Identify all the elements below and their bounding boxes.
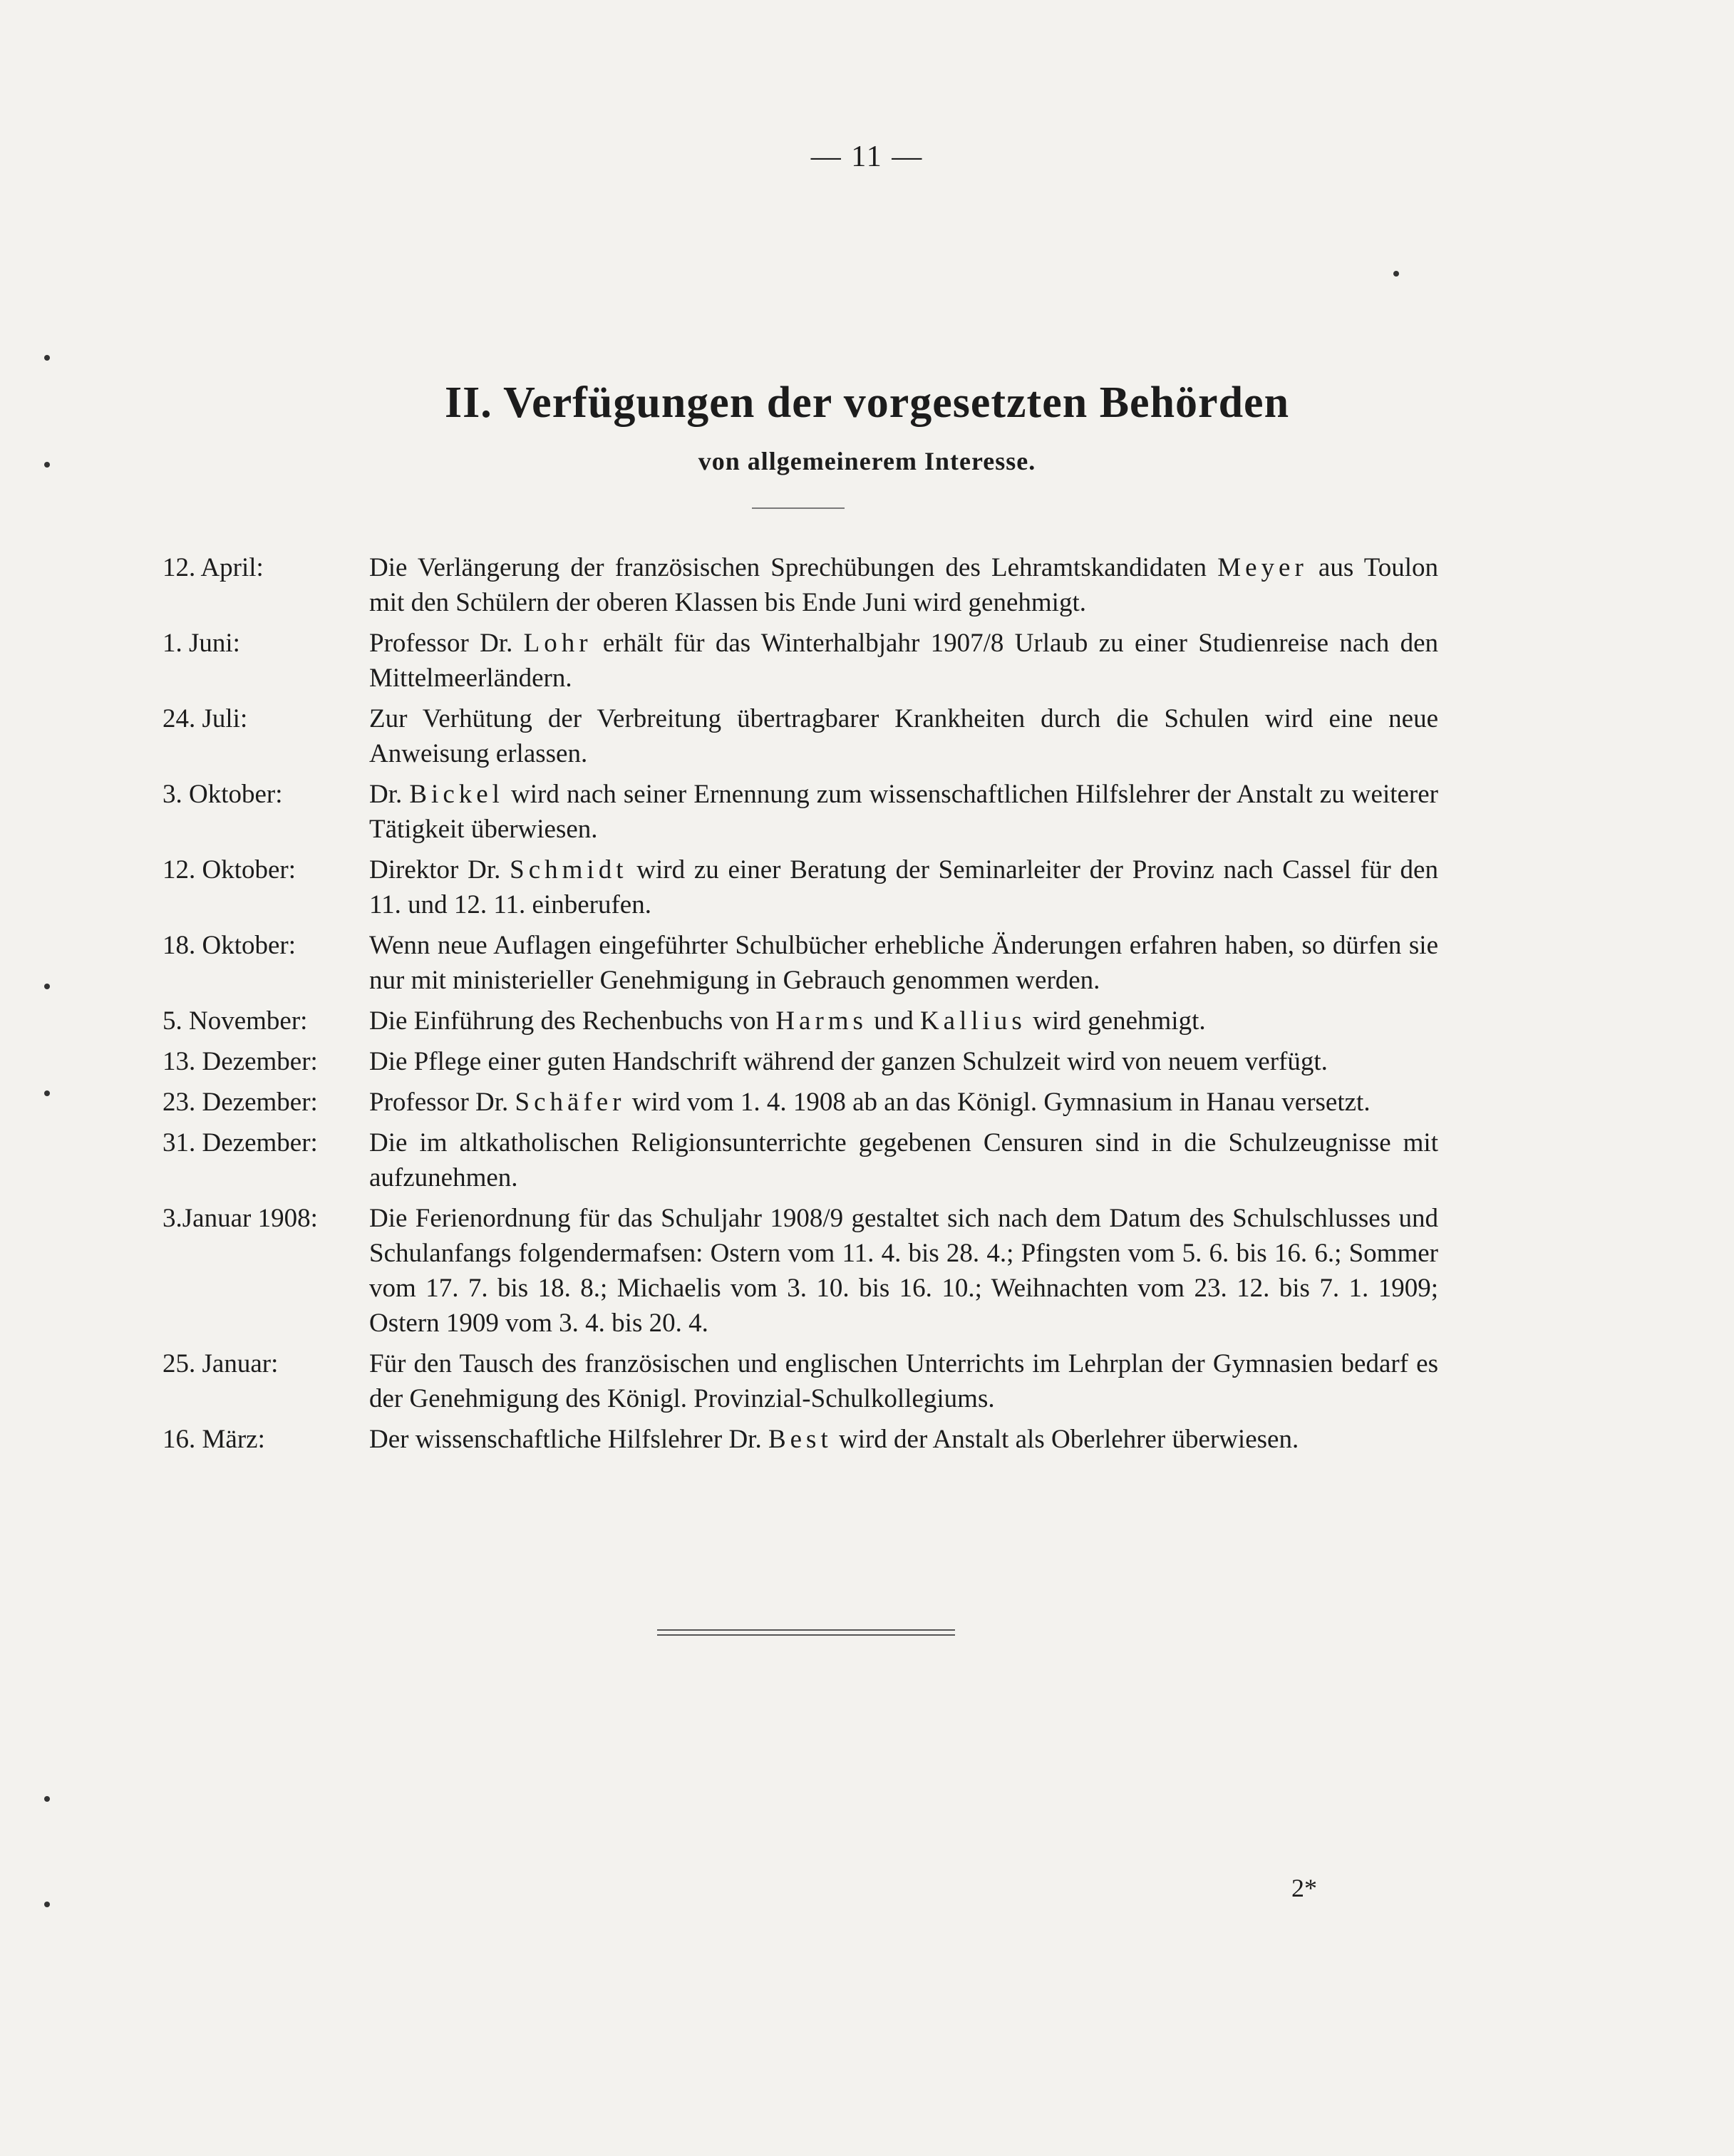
- double-rule: [657, 1629, 955, 1636]
- decree-text: [369, 1346, 1438, 1416]
- decree-entry: [162, 1044, 1445, 1079]
- decree-text: [369, 701, 1438, 771]
- decree-date: 3. Oktober:: [162, 780, 283, 809]
- decree-entry: [162, 1422, 1445, 1457]
- section-title: II. Verfügungen der vorgesetzten Behörden: [444, 378, 1290, 427]
- decree-date: 18. Oktober:: [162, 931, 296, 960]
- decree-date: 3.Januar 1908:: [162, 1204, 318, 1233]
- decree-text-run: Die Verlängerung der französischen Sprechübungen des Lehramtskandidaten: [369, 553, 1218, 582]
- decree-text: [369, 1085, 1438, 1120]
- signature-mark: 2*: [1291, 1874, 1317, 1902]
- decree-text-run: wird vom 1. 4. 1908 ab an das Königl. Gymnasium in Hanau versetzt.: [625, 1088, 1371, 1117]
- decree-text-run: wird genehmigt.: [1026, 1006, 1206, 1036]
- margin-speck: [44, 984, 50, 989]
- decree-date: 24. Juli:: [162, 704, 248, 733]
- decree-date: 5. November:: [162, 1006, 308, 1036]
- page-number: — 11 —: [810, 140, 924, 173]
- decree-text-run: Zur Verhütung der Verbreitung übertragbarer Krankheiten durch die Schulen wird eine neue Anweisung erlassen.: [369, 704, 1438, 768]
- decree-date: 25. Januar:: [162, 1349, 279, 1378]
- decree-entry: [162, 701, 1445, 771]
- decree-date: 12. Oktober:: [162, 855, 296, 884]
- decree-date: 12. April:: [162, 553, 264, 582]
- decree-text-run: Die im altkatholischen Religionsunterrichte gegebenen Censuren sind in die Schulzeugnisse mit aufzunehmen.: [369, 1128, 1438, 1192]
- decree-date: 1. Juni:: [162, 629, 240, 658]
- margin-speck: [44, 462, 50, 468]
- decree-text-run: erhält für das Winterhalbjahr 1907/8 Urlaub zu einer Studienreise nach den Mittelmeerländern.: [369, 629, 1438, 693]
- spaced-name: Best: [768, 1425, 832, 1454]
- decree-text-run: Für den Tausch des französischen und englischen Unterrichts im Lehrplan der Gymnasien bedarf es der Genehmigung des Königl. Provinzial-Schulkollegiums.: [369, 1349, 1438, 1413]
- spaced-name: Schmidt: [510, 855, 628, 884]
- decree-text-run: Die Einführung des Rechenbuchs von: [369, 1006, 776, 1036]
- decree-text: [369, 1201, 1438, 1341]
- spaced-name: Bickel: [409, 780, 504, 809]
- decree-text: [369, 1125, 1438, 1195]
- decree-entry: [162, 1346, 1445, 1416]
- decree-entry: [162, 1125, 1445, 1195]
- decree-text-run: Professor Dr.: [369, 629, 524, 658]
- spaced-name: Schäfer: [515, 1088, 626, 1117]
- section-subtitle: von allgemeinerem Interesse.: [698, 447, 1036, 475]
- decree-entry: [162, 928, 1445, 998]
- decree-text-run: Die Pflege einer guten Handschrift während der ganzen Schulzeit wird von neuem verfügt.: [369, 1047, 1328, 1076]
- decree-text-run: Wenn neue Auflagen eingeführter Schulbücher erhebliche Änderungen erfahren haben, so dürfen sie nur mit ministerieller Genehmigung in Gebrauch genommen werden.: [369, 931, 1438, 995]
- margin-speck: [44, 355, 50, 361]
- spaced-name: Meyer: [1217, 553, 1308, 582]
- decree-entry: [162, 777, 1445, 847]
- decree-entry: [162, 550, 1445, 620]
- spaced-name: Kallius: [919, 1006, 1026, 1036]
- decree-entry: [162, 1201, 1445, 1341]
- decree-text-run: Die Ferienordnung für das Schuljahr 1908/9 gestaltet sich nach dem Datum des Schulschlusses und Schulanfangs folgendermafsen: Ostern vom 11. 4. bis 28. 4.; Pfingsten vom 5. 6. bis 16. 6.; Sommer vom 17. 7. bis 18. 8.; Michaelis vom 3. 10. bis 16. 10.; Weihnachten vom 23. 12. bis 7. 1. 1909; Ostern 1909 vom 3. 4. bis 20. 4.: [369, 1204, 1438, 1338]
- decree-text: [369, 1422, 1438, 1457]
- spaced-name: Harms: [775, 1006, 867, 1036]
- decree-entry: [162, 1004, 1445, 1038]
- decree-date: 16. März:: [162, 1425, 265, 1454]
- decree-text: [369, 550, 1438, 620]
- decree-text-run: Dr.: [369, 780, 410, 809]
- spaced-name: Lohr: [523, 629, 592, 658]
- decree-text: [369, 626, 1438, 696]
- decree-text: [369, 852, 1438, 922]
- decree-entry: [162, 1085, 1445, 1120]
- decree-text-run: Der wissenschaftliche Hilfslehrer Dr.: [369, 1425, 768, 1454]
- margin-speck: [44, 1902, 50, 1907]
- decree-entry: [162, 852, 1445, 922]
- decree-entry: [162, 626, 1445, 696]
- margin-speck: [44, 1796, 50, 1802]
- decree-text-run: Direktor Dr.: [369, 855, 510, 884]
- decree-text-run: wird zu einer Beratung der Seminarleiter der Provinz nach Cassel für den 11. und 12. 11. einberufen.: [369, 855, 1438, 919]
- margin-speck: [44, 1090, 50, 1096]
- short-rule: [752, 507, 845, 509]
- decree-text-run: und: [867, 1006, 920, 1036]
- decree-date: 13. Dezember:: [162, 1047, 318, 1076]
- margin-speck: [1393, 271, 1399, 277]
- decree-text-run: aus Toulon mit den Schülern der oberen Klassen bis Ende Juni wird genehmigt.: [369, 553, 1438, 617]
- decree-text-run: wird der Anstalt als Oberlehrer überwiesen.: [832, 1425, 1299, 1454]
- decree-list: [162, 550, 1445, 1463]
- decree-text: [369, 1004, 1438, 1038]
- decree-text: [369, 928, 1438, 998]
- decree-text-run: wird nach seiner Ernennung zum wissenschaftlichen Hilfslehrer der Anstalt zu weiterer Tätigkeit überwiesen.: [369, 780, 1439, 844]
- decree-text-run: Professor Dr.: [369, 1088, 515, 1117]
- decree-text: [369, 1044, 1438, 1079]
- decree-date: 23. Dezember:: [162, 1088, 318, 1117]
- decree-text: [369, 777, 1438, 847]
- decree-date: 31. Dezember:: [162, 1128, 318, 1157]
